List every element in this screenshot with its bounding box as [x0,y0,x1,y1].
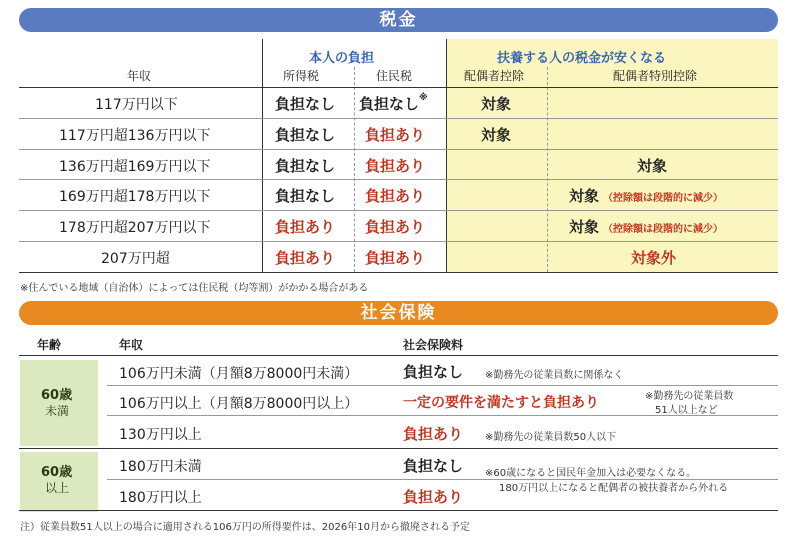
social-insurance-section-title: 社会保険 [19,301,778,325]
social-row-income: 180万円以上 [119,490,202,506]
social-row-note: ※勤務先の従業員数 [645,391,734,402]
header-age: 年齢 [37,338,62,352]
social-insurance-table [19,330,778,510]
tax-table [19,39,778,272]
social-row-premium: 負担なし [403,457,464,475]
social-row-note: ※勤務先の従業員数50人以下 [485,432,617,443]
social-row-premium: 負担あり [403,425,464,443]
tax-row-special-note: （控除額は段階的に減少） [603,193,723,204]
age-group-60-plus-label-a: 60歳 [41,465,73,480]
tax-row-special: 対象外 [631,249,677,267]
header-dependent-benefit: 扶養する人の税金が安くなる [497,51,667,66]
social-row-note: 51人以上など [655,405,718,416]
tax-row-income-tax: 負担なし [275,95,336,113]
tax-footnote: ※住んでいる地域（自治体）によっては住民税（均等割）がかかる場合がある [20,283,369,294]
social-row-income: 106万円未満（月額8万8000円未満） [119,366,359,382]
header-premium: 社会保険料 [403,338,464,352]
tax-row-income: 207万円超 [101,251,170,267]
social-row-income: 130万円以上 [119,427,202,443]
tax-row-resident-tax: 負担あり [365,187,426,205]
header-spouse-special-deduction: 配偶者特別控除 [613,69,698,83]
tax-row-special-note: （控除額は段階的に減少） [603,224,723,235]
header-income: 年収 [119,338,144,352]
tax-row-resident-tax: 負担なし※ [359,93,428,113]
tax-row-income-tax: 負担なし [275,187,336,205]
tax-row-income: 117万円以下 [95,97,178,113]
header-income-tax: 所得税 [283,69,320,83]
social-row-note: ※勤務先の従業員数に関係なく [485,370,624,381]
social-row-income: 180万円未満 [119,459,202,475]
age-60-plus-note: ※60歳になると国民年金加入は必要なくなる。 [485,468,697,479]
header-income: 年収 [127,69,152,83]
header-self-burden: 本人の負担 [309,51,375,66]
tax-row-resident-tax: 負担あり [365,218,426,236]
social-row-income: 106万円以上（月額8万8000円以上） [119,396,359,412]
tax-row-spouse: 対象 [481,95,512,113]
tax-row-spouse: 対象 [481,126,512,144]
tax-row-income: 136万円超169万円以下 [59,159,211,175]
tax-row-resident-tax: 負担あり [365,249,426,267]
header-spouse-deduction: 配偶者控除 [464,69,525,83]
age-group-60-plus-label-b: 以上 [45,481,70,495]
header-resident-tax: 住民税 [376,69,413,83]
tax-row-special: 対象 [637,157,668,175]
social-row-premium: 負担なし [403,363,464,381]
tax-row-special: 対象 [569,218,600,236]
tax-row-income: 117万円超136万円以下 [59,128,211,144]
tax-row-special: 対象 [569,187,600,205]
tax-section-title: 税金 [19,8,778,32]
social-row-premium: 負担あり [403,488,464,506]
social-row-premium: 一定の要件を満たすと負担あり [403,395,599,411]
tax-row-income-tax: 負担あり [275,218,336,236]
tax-row-income-tax: 負担あり [275,249,336,267]
tax-row-income-tax: 負担なし [275,126,336,144]
age-group-under-60-label-b: 未満 [45,404,70,418]
tax-row-resident-tax: 負担あり [365,157,426,175]
tax-row-income-tax: 負担なし [275,157,336,175]
tax-row-income: 178万円超207万円以下 [59,220,211,236]
age-group-under-60-label-a: 60歳 [41,388,73,403]
age-60-plus-note: 180万円以上になると配偶者の被扶養者から外れる [499,483,729,494]
tax-row-income: 169万円超178万円以下 [59,189,211,205]
social-footnote: 注）従業員数51人以上の場合に適用される106万円の所得要件は、2026年10月から撤廃される予定 [20,522,470,533]
tax-row-resident-tax: 負担あり [365,126,426,144]
